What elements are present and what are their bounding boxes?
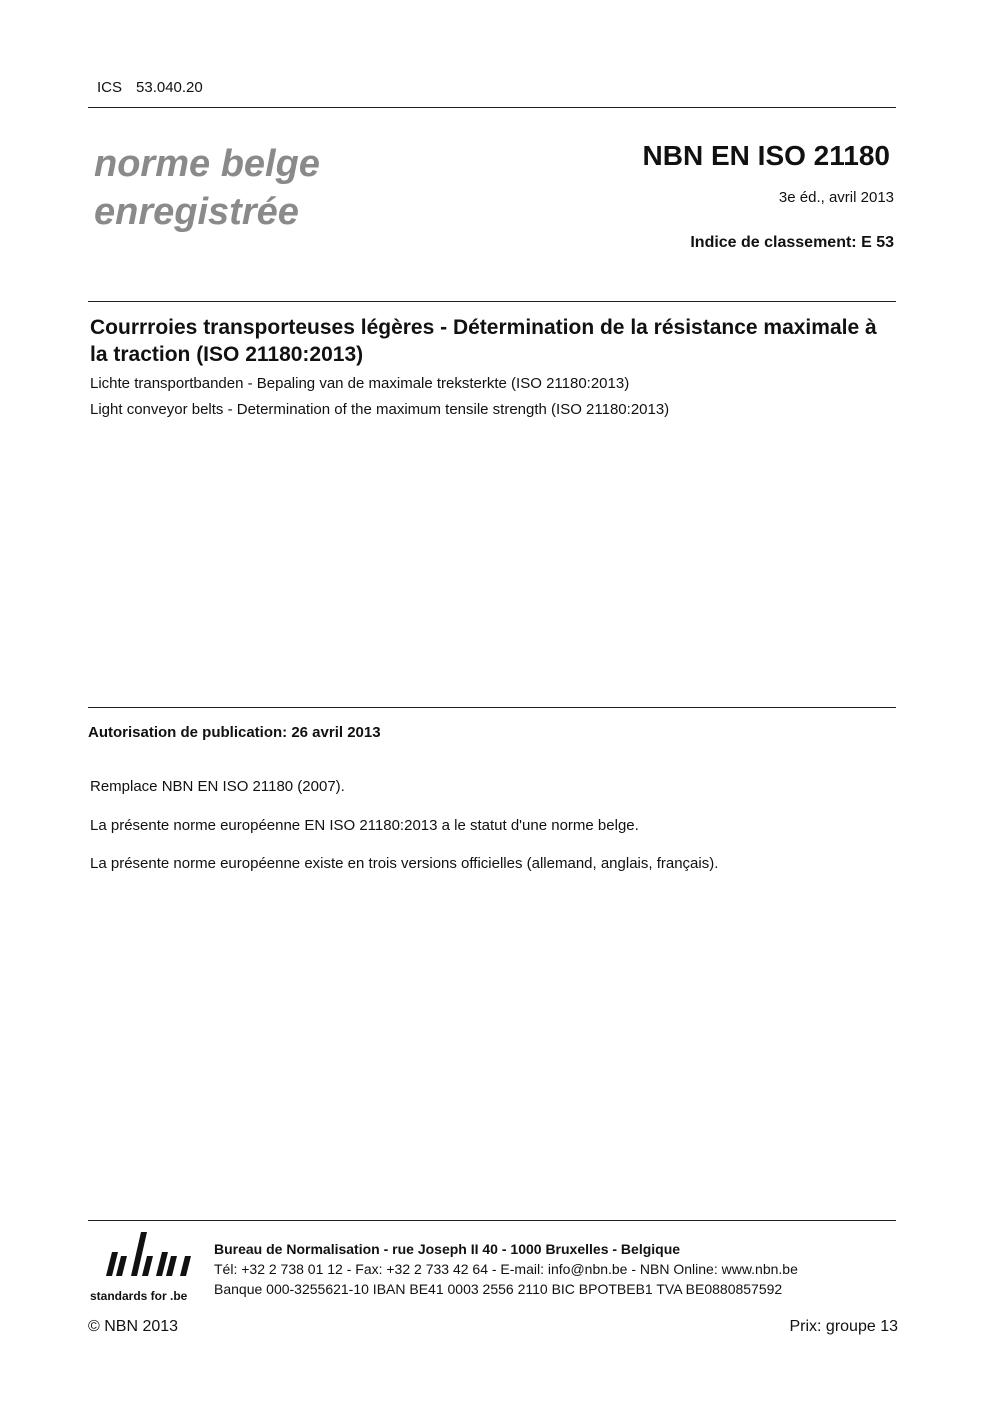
price-group: Prix: groupe 13 xyxy=(789,1318,898,1335)
classification-index: Indice de classement: E 53 xyxy=(690,234,894,251)
title-french: Courrroies transporteuses légères - Détermination de la résistance maximale à la traction (ISO 21180:2013) xyxy=(90,316,877,366)
ics-label: ICS xyxy=(97,79,123,96)
footer-bank: Banque 000-3255621-10 IBAN BE41 0003 2556 2110 BIC BPOTBEB1 TVA BE0880857592 xyxy=(214,1281,783,1297)
standard-id: NBN EN ISO 21180 xyxy=(642,140,890,171)
footer-contact: Tél: +32 2 738 01 12 - Fax: +32 2 733 42 64 - E-mail: info@nbn.be - NBN Online: www.nbn.be xyxy=(214,1261,798,1277)
logo-tagline: standards for .be xyxy=(90,1289,188,1303)
publication-authorization: Autorisation de publication: 26 avril 2013 xyxy=(88,724,381,741)
publication-divider xyxy=(88,707,896,708)
title-english: Light conveyor belts - Determination of the maximum tensile strength (ISO 21180:2013) xyxy=(90,401,670,418)
note-status: La présente norme européenne EN ISO 21180:2013 a le statut d'une norme belge. xyxy=(90,817,639,834)
copyright: © NBN 2013 xyxy=(88,1318,179,1335)
ics-code: 53.040.20 xyxy=(136,79,203,96)
brand-line-1: norme belge xyxy=(94,143,320,185)
brand-label xyxy=(94,140,320,236)
header-divider xyxy=(88,107,896,108)
nbn-logo xyxy=(90,1232,202,1304)
nbn-logo-mark xyxy=(106,1232,191,1276)
note-versions: La présente norme européenne existe en trois versions officielles (allemand, anglais, français). xyxy=(90,855,719,872)
footer-divider xyxy=(88,1220,896,1221)
edition-date: 3e éd., avril 2013 xyxy=(778,189,894,206)
brand-line-2: enregistrée xyxy=(94,191,299,233)
title-dutch: Lichte transportbanden - Bepaling van de maximale treksterkte (ISO 21180:2013) xyxy=(90,375,630,392)
note-replaces: Remplace NBN EN ISO 21180 (2007). xyxy=(90,778,345,795)
footer-address: Bureau de Normalisation - rue Joseph II 40 - 1000 Bruxelles - Belgique xyxy=(214,1241,681,1257)
title-divider xyxy=(88,301,896,302)
ics-classification xyxy=(97,79,203,96)
